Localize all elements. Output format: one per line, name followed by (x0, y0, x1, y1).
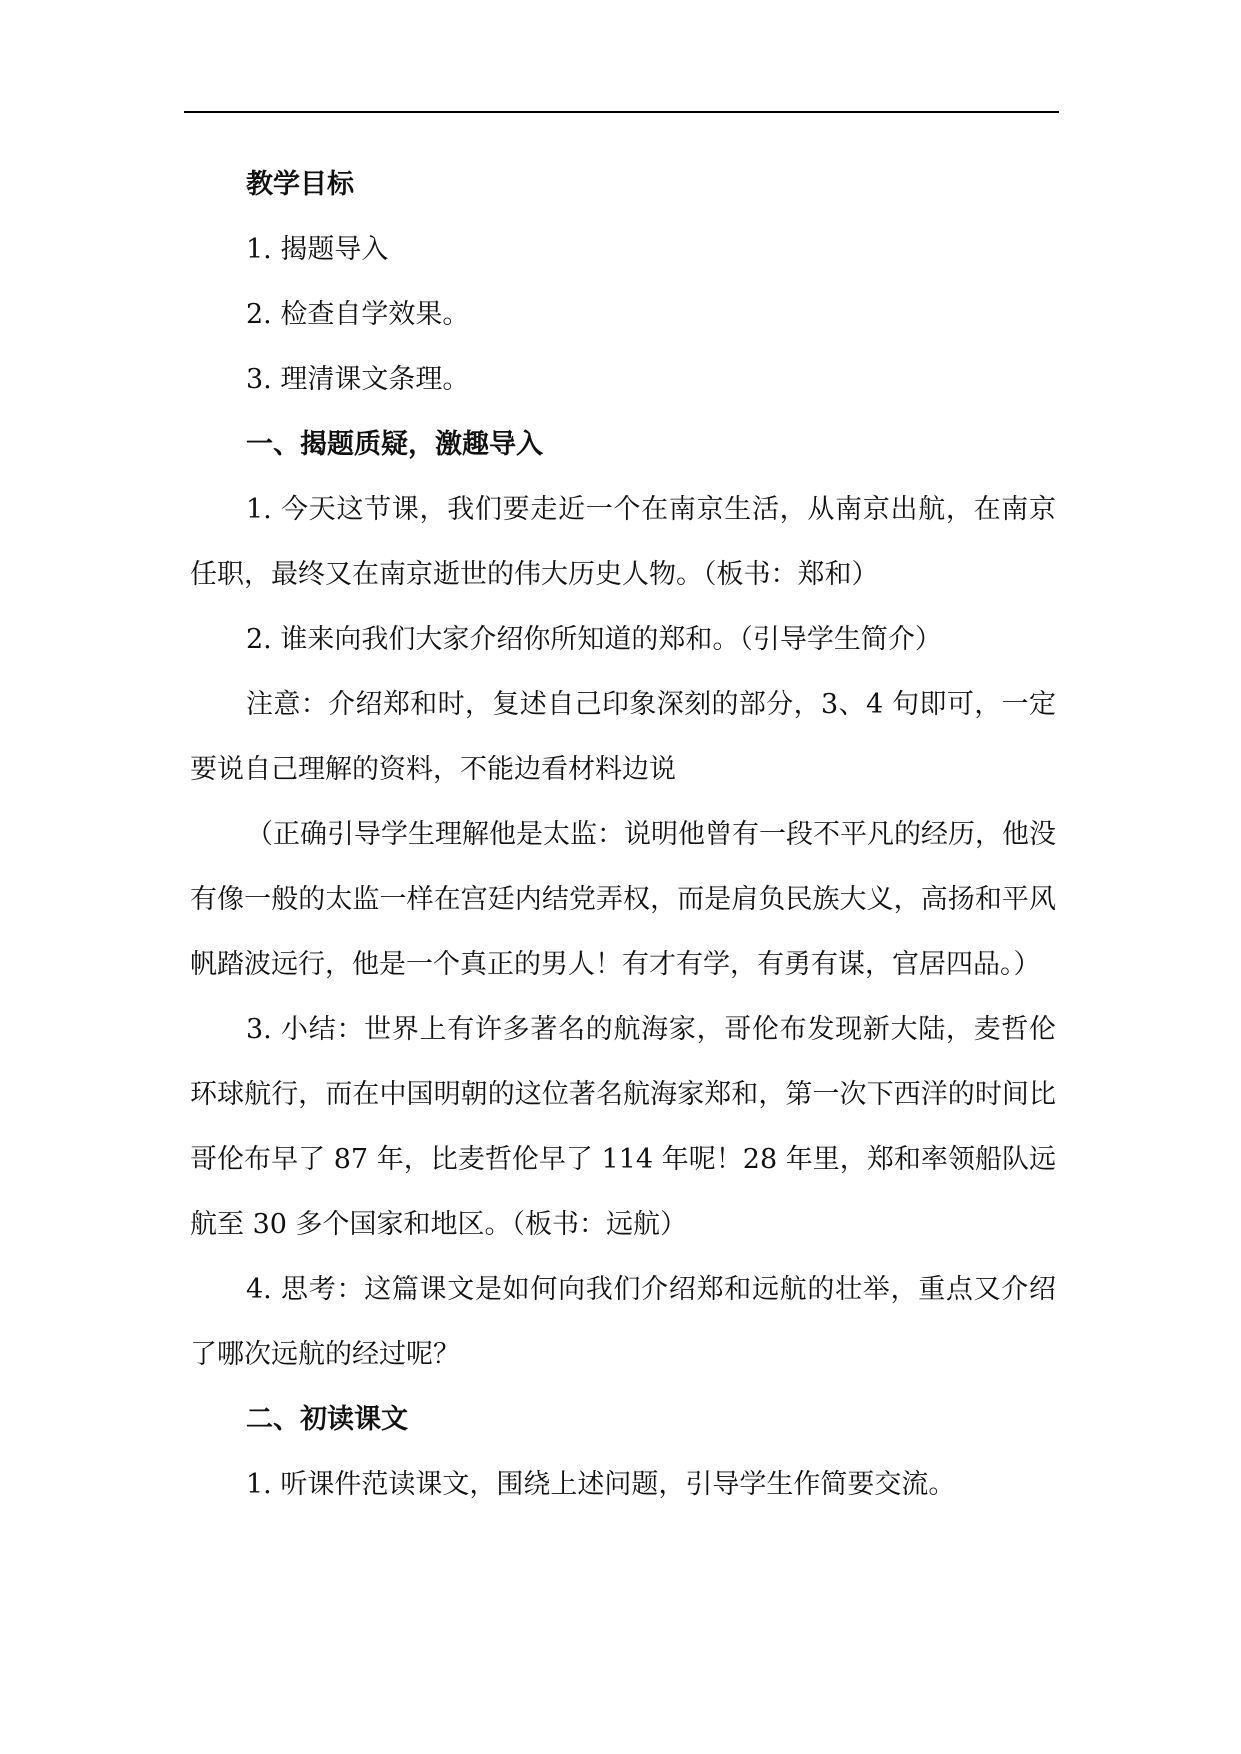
paragraph: （正确引导学生理解他是太监：说明他曾有一段不平凡的经历，他没有像一般的太监一样在宫廷内结党弄权，而是肩负民族大义，高扬和平风帆踏波远行，他是一个真正的男人！有才有学，有勇有谋，官居四品。） (190, 819, 1056, 980)
paragraph: 1. 听课件范读课文，围绕上述问题，引导学生作简要交流。 (246, 1469, 956, 1500)
objectives-heading: 教学目标 (246, 169, 354, 200)
objective-item: 1. 揭题导入 (246, 234, 389, 265)
paragraph: 2. 谁来向我们大家介绍你所知道的郑和。（引导学生简介） (246, 624, 942, 655)
paragraph: 3. 小结：世界上有许多著名的航海家，哥伦布发现新大陆，麦哲伦环球航行，而在中国明朝的这位著名航海家郑和，第一次下西洋的时间比哥伦布早了 87 年，比麦哲伦早了 114 年呢！28 年里，郑和率领船队远航至 30 多个国家和地区。（板书：远航） (190, 1014, 1056, 1240)
paragraph: 1. 今天这节课，我们要走近一个在南京生活，从南京出航，在南京任职，最终又在南京逝世的伟大历史人物。（板书：郑和） (190, 494, 1056, 590)
paragraph: 注意：介绍郑和时，复述自己印象深刻的部分，3、4 句即可，一定要说自己理解的资料，不能边看材料边说 (190, 689, 1056, 785)
objective-item: 3. 理清课文条理。 (246, 364, 470, 395)
section-heading-1: 一、揭题质疑，激趣导入 (246, 429, 543, 460)
header-rule (184, 111, 1059, 113)
objective-item: 2. 检查自学效果。 (246, 299, 470, 330)
section-heading-2: 二、初读课文 (246, 1404, 408, 1435)
paragraph: 4. 思考：这篇课文是如何向我们介绍郑和远航的壮举，重点又介绍了哪次远航的经过呢？ (190, 1274, 1056, 1370)
document-body (190, 152, 1056, 1517)
